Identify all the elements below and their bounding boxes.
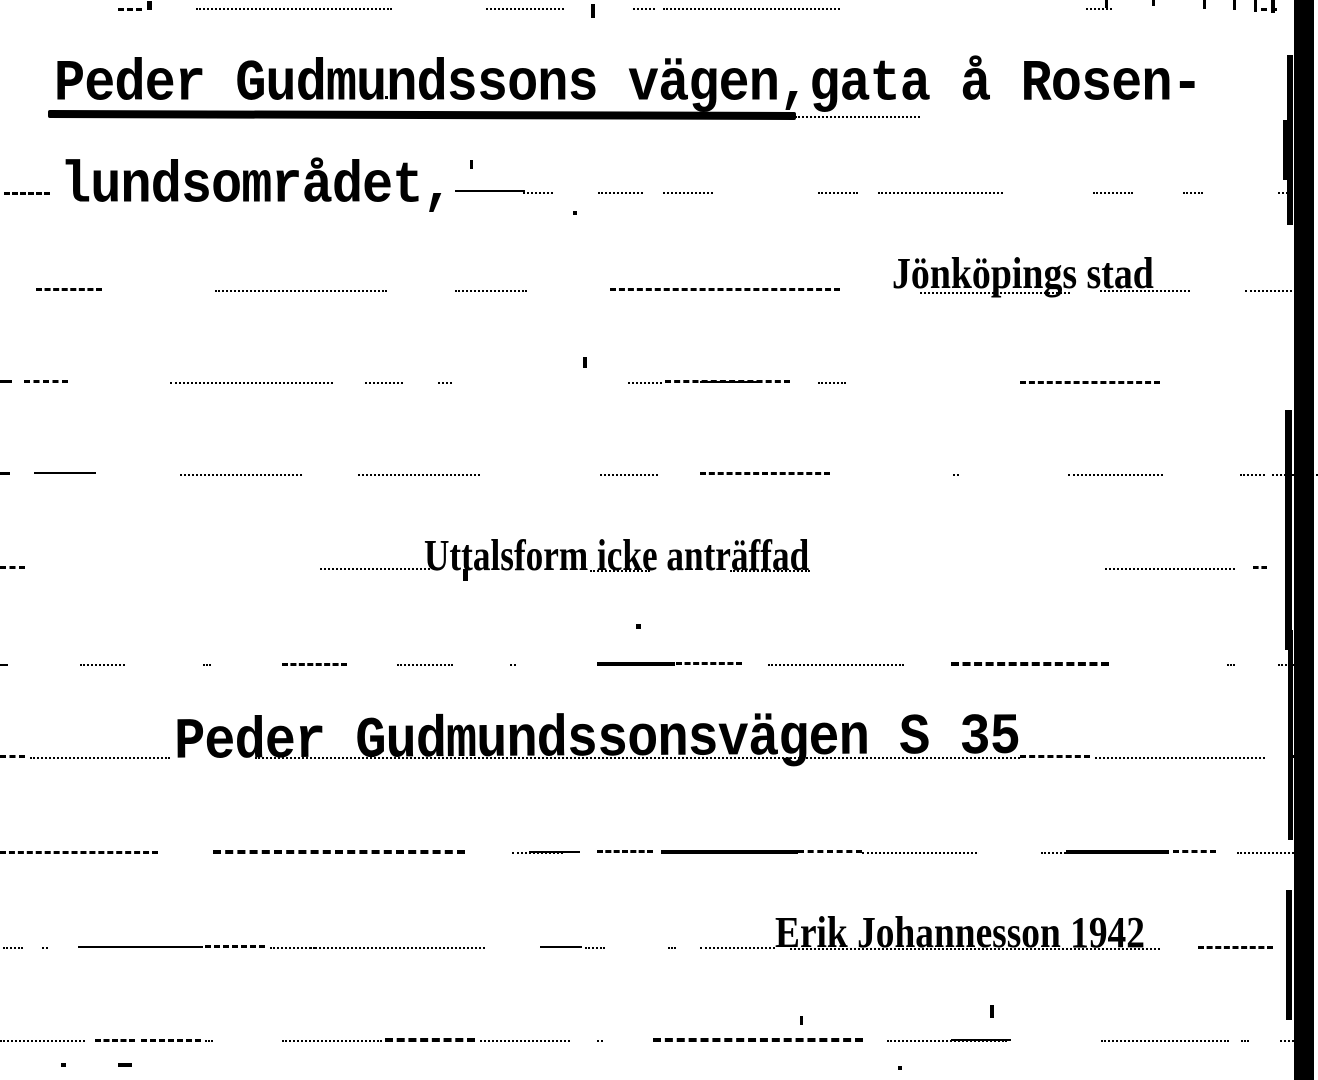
- ruling-segment: [1068, 474, 1163, 476]
- ruling-segment: [180, 474, 302, 476]
- ruling-segment: [320, 568, 430, 570]
- ruling-segment: [118, 8, 142, 11]
- ruling-segment: [438, 382, 452, 384]
- ruling-segment: [700, 381, 760, 383]
- ruling-segment: [385, 1038, 475, 1042]
- ruling-segment: [78, 946, 203, 948]
- ruling-segment: [768, 664, 904, 666]
- ruling-segment: [0, 755, 25, 758]
- ruling-segment: [80, 664, 125, 666]
- ruling-segment: [523, 192, 553, 194]
- ruling-segment: [1093, 192, 1133, 194]
- scan-speck: [1288, 630, 1293, 840]
- ruling-segment: [598, 192, 643, 194]
- ruling-segment: [1095, 757, 1265, 759]
- ruling-segment: [633, 8, 655, 10]
- ruling-segment: [1020, 755, 1090, 758]
- ruling-segment: [818, 192, 858, 194]
- scan-speck: [591, 4, 595, 18]
- ruling-segment: [1240, 474, 1265, 476]
- ruling-segment: [0, 664, 8, 666]
- ruling-segment: [205, 945, 265, 948]
- ruling-segment: [610, 288, 840, 291]
- ruling-segment: [203, 664, 211, 666]
- ruling-segment: [1086, 8, 1112, 10]
- scan-speck: [1271, 0, 1275, 13]
- scan-speck: [583, 357, 587, 368]
- ruling-segment: [196, 8, 392, 10]
- recorder-signature: Erik Johannesson 1942: [775, 908, 1145, 957]
- ruling-segment: [0, 1040, 85, 1042]
- ruling-segment: [95, 1039, 135, 1042]
- ruling-segment: [1105, 568, 1235, 570]
- scan-speck: [1254, 0, 1257, 12]
- scan-speck: [800, 1016, 803, 1025]
- ruling-segment: [215, 290, 387, 292]
- ruling-segment: [1241, 1040, 1249, 1042]
- ruling-segment: [529, 851, 580, 853]
- ruling-segment: [0, 851, 158, 854]
- ruling-segment: [510, 664, 516, 666]
- ruling-segment: [663, 8, 840, 10]
- ruling-segment: [282, 663, 347, 666]
- ruling-segment: [585, 947, 605, 949]
- scan-speck: [1287, 55, 1293, 225]
- ruling-segment: [455, 190, 525, 192]
- ruling-segment: [170, 382, 333, 384]
- ruling-segment: [1173, 850, 1216, 853]
- source-reference: Peder Gudmundssonsvägen S 35: [173, 704, 1021, 776]
- ruling-segment: [663, 192, 713, 194]
- ruling-segment: [30, 757, 170, 759]
- ruling-segment: [653, 1038, 863, 1042]
- ruling-segment: [700, 947, 775, 949]
- scan-speck: [1285, 410, 1292, 650]
- ruling-segment: [1066, 850, 1169, 854]
- ruling-segment: [141, 1039, 201, 1042]
- headword-line-2: lundsområdet,: [60, 153, 453, 220]
- ruling-segment: [0, 380, 12, 383]
- ruling-segment: [661, 850, 798, 854]
- scan-speck: [1105, 0, 1108, 8]
- ruling-segment: [1183, 192, 1203, 194]
- ruling-segment: [282, 1040, 382, 1042]
- ruling-segment: [668, 947, 676, 949]
- scan-speck: [1233, 0, 1236, 10]
- ruling-segment: [358, 474, 480, 476]
- ruling-segment: [213, 850, 465, 854]
- district-label: Jönköpings stad: [892, 249, 1154, 298]
- ruling-segment: [365, 382, 403, 384]
- ruling-segment: [1227, 664, 1235, 666]
- ruling-segment: [4, 192, 50, 195]
- ruling-segment: [455, 290, 527, 292]
- ruling-segment: [270, 947, 315, 949]
- ruling-segment: [597, 850, 653, 853]
- ruling-segment: [798, 850, 862, 853]
- ruling-segment: [24, 380, 68, 383]
- scan-speck: [1203, 0, 1206, 9]
- ruling-segment: [862, 852, 977, 854]
- ruling-segment: [0, 472, 10, 475]
- ruling-segment: [42, 947, 48, 949]
- scan-speck: [61, 1063, 66, 1067]
- ruling-segment: [1245, 290, 1300, 292]
- scan-speck: [147, 1, 152, 10]
- pronunciation-note: Uttalsform icke anträffad: [424, 531, 810, 580]
- ruling-segment: [397, 664, 453, 666]
- scan-speck: [1286, 890, 1292, 1020]
- ruling-segment: [34, 472, 96, 474]
- ruling-segment: [36, 288, 102, 291]
- ruling-segment: [1253, 566, 1267, 569]
- ruling-segment: [486, 8, 564, 10]
- ruling-segment: [0, 566, 25, 569]
- ruling-segment: [310, 947, 485, 949]
- ruling-segment: [700, 472, 830, 475]
- ruling-segment: [628, 382, 662, 384]
- ruling-segment: [951, 1039, 1011, 1041]
- scan-speck: [573, 211, 577, 215]
- ruling-segment: [600, 474, 658, 476]
- scan-speck: [990, 1005, 994, 1018]
- ruling-segment: [1101, 1040, 1229, 1042]
- ruling-segment: [597, 1040, 603, 1042]
- ruling-segment: [480, 1040, 570, 1042]
- ruling-segment: [878, 192, 1003, 194]
- ruling-segment: [3, 947, 23, 949]
- ruling-segment: [1020, 381, 1160, 384]
- ruling-segment: [818, 382, 846, 384]
- ruling-segment: [540, 946, 582, 948]
- headword-line-1: Peder Gudmundssons vägen,gata å Rosen-: [54, 51, 1202, 118]
- scan-speck: [1283, 120, 1287, 180]
- ruling-segment: [205, 1040, 213, 1042]
- scan-speck: [470, 160, 473, 169]
- scan-speck: [636, 624, 641, 629]
- ruling-segment: [951, 662, 1109, 666]
- scan-speck: [1152, 0, 1155, 6]
- ruling-segment: [597, 662, 675, 666]
- scan-edge-bar: [1294, 0, 1314, 1080]
- ruling-segment: [1198, 946, 1273, 949]
- scan-speck: [898, 1066, 902, 1070]
- ruling-segment: [1041, 852, 1066, 854]
- ruling-segment: [676, 662, 742, 665]
- scan-speck: [118, 1063, 132, 1067]
- ruling-segment: [953, 474, 959, 476]
